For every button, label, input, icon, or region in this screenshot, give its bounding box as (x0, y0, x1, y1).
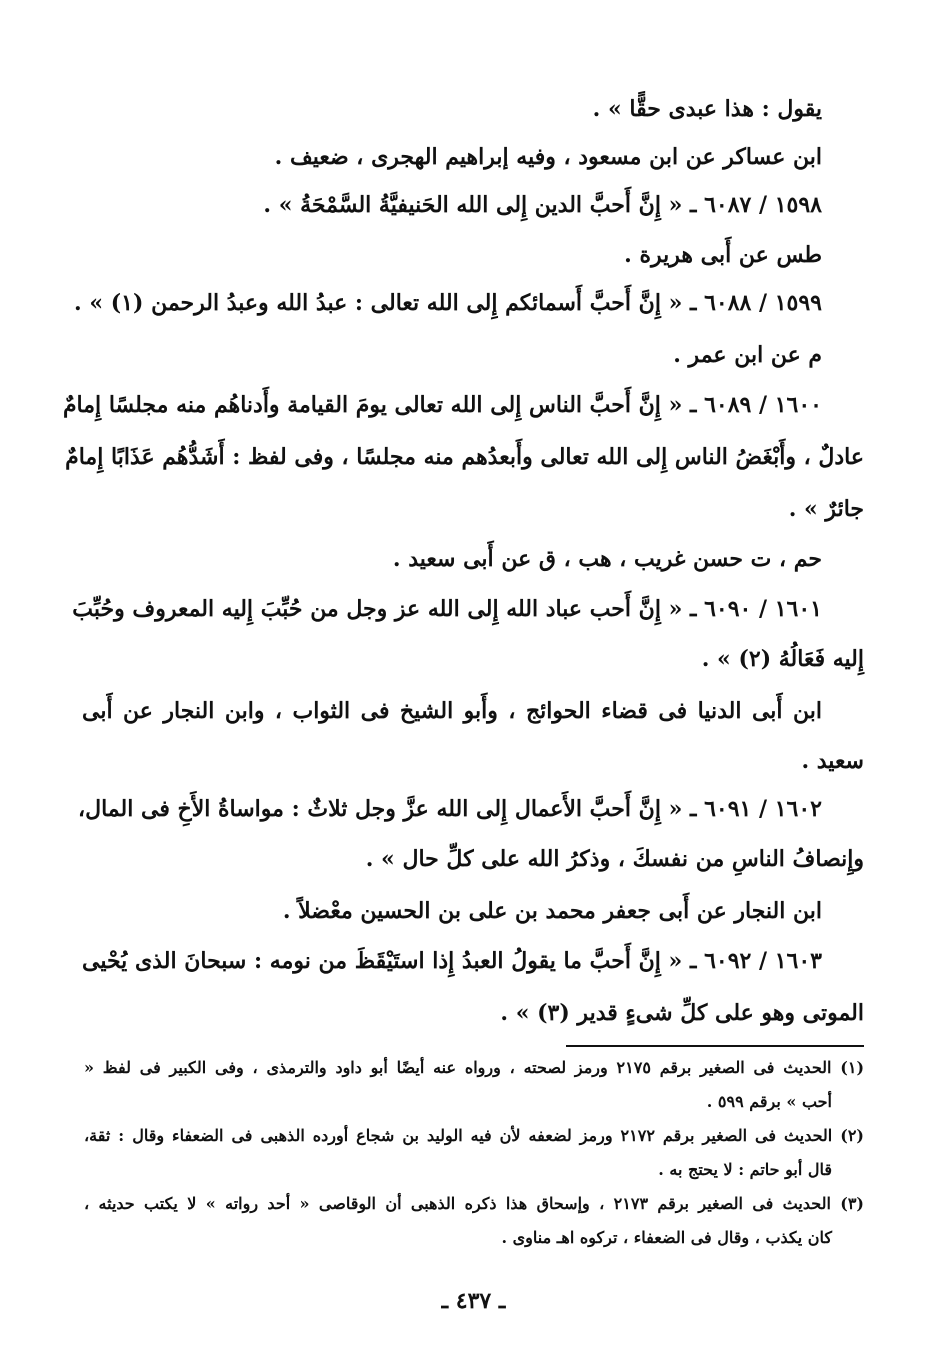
footnote-3: (٣) الحديث فى الصغير برقم ٢١٧٣ ، وإسحاق هذا ذكره الذهبى أن الوقاصى « أحد رواته » لا يكتب حديثه ، (84, 1194, 864, 1213)
text-line-14: سعيد . (801, 748, 864, 774)
hadith-1600-line-2: عادلٌ ، وأَبْغَضُ الناس إِلى الله تعالى وأَبعدُهم منه مجلسًا ، وفى لفظ : أَشَدُّهُم عَذَابًا إِمامٌ (65, 444, 864, 470)
hadith-1602-line-2: وإِنصافُ الناسِ من نفسكَ ، وذكرُ الله على كلِّ حال » . (365, 846, 864, 872)
hadith-1598: ١٥٩٨ / ٦٠٨٧ ـ « إِنَّ أَحبَّ الدين إِلى الله الحَنيفيَّةُ السَّمْحَةُ » . (263, 192, 822, 218)
text-line-1: يقول : هذا عبدى حقًّا » . (592, 96, 822, 122)
hadith-1601-line-1: ١٦٠١ / ٦٠٩٠ ـ « إِنَّ أَحب عباد الله إِلى الله عز وجل من حُبِّبَ إِليه المعروف وحُبِّبَ (72, 596, 822, 622)
footnote-3-cont: كان يكذب ، وقال فى الضعفاء ، تركوه اهـ مناوى . (501, 1228, 832, 1247)
hadith-1603-line-2: الموتى وهو على كلِّ شىءٍ قدير (٣) » . (500, 1000, 864, 1026)
page-number: ـ ٤٣٧ ـ (441, 1288, 506, 1314)
text-line-13: ابن أَبى الدنيا فى قضاء الحوائج ، وأَبو الشيخ فى الثواب ، وابن النجار عن أَبى (82, 698, 822, 724)
hadith-1601-line-2: إِليه فَعَالُهُ (٢) » . (701, 646, 864, 672)
footnote-2: (٢) الحديث فى الصغير برقم ٢١٧٢ ورمز لضعفه لأن فيه الوليد بن شجاع أورده الذهبى فى الضعفاء وقال : ثقة، (84, 1126, 864, 1145)
text-line-10: حم ، ت حسن غريب ، هب ، ق عن أَبى سعيد . (392, 546, 822, 572)
text-line-4: طس عن أَبى هريرة . (624, 242, 822, 268)
text-line-6: م عن ابن عمر . (673, 342, 822, 368)
footnote-2-cont: قال أبو حاتم : لا يحتج به . (658, 1160, 832, 1179)
hadith-1600-line-1: ١٦٠٠ / ٦٠٨٩ ـ « إِنَّ أَحبَّ الناس إِلى الله تعالى يومَ القيامة وأَدناهُم منه مجلسًا إِمامٌ (62, 392, 822, 418)
footnote-1: (١) الحديث فى الصغير برقم ٢١٧٥ ورمز لصحته ، ورواه عنه أيضًا أبو داود والترمذى ، وفى الكبير فى لفظ « (84, 1058, 865, 1077)
hadith-1603-line-1: ١٦٠٣ / ٦٠٩٢ ـ « إِنَّ أَحبَّ ما يقولُ العبدُ إِذا استَيْقَظَ من نومه : سبحانَ الذى يُحْيى (82, 948, 822, 974)
hadith-1602-line-1: ١٦٠٢ / ٦٠٩١ ـ « إِنَّ أَحبَّ الأَعمال إِلى الله عزَّ وجل ثلاثٌ : مواساةُ الأَخِ فى المال، (78, 796, 822, 822)
text-line-2: ابن عساكر عن ابن مسعود ، وفيه إبراهيم الهجرى ، ضعيف . (274, 144, 822, 170)
footnote-1-cont: أحب » برقم ٥٩٩ . (706, 1092, 832, 1111)
text-line-17: ابن النجار عن أَبى جعفر محمد بن على بن الحسين معْضلاً . (282, 898, 822, 924)
hadith-1600-line-3: جائرٌ » . (788, 496, 864, 522)
footnote-separator (566, 1045, 864, 1047)
hadith-1599: ١٥٩٩ / ٦٠٨٨ ـ « إِنَّ أَحبَّ أَسمائكم إِلى الله تعالى : عبدُ الله وعبدُ الرحمن (١) » . (74, 290, 822, 316)
